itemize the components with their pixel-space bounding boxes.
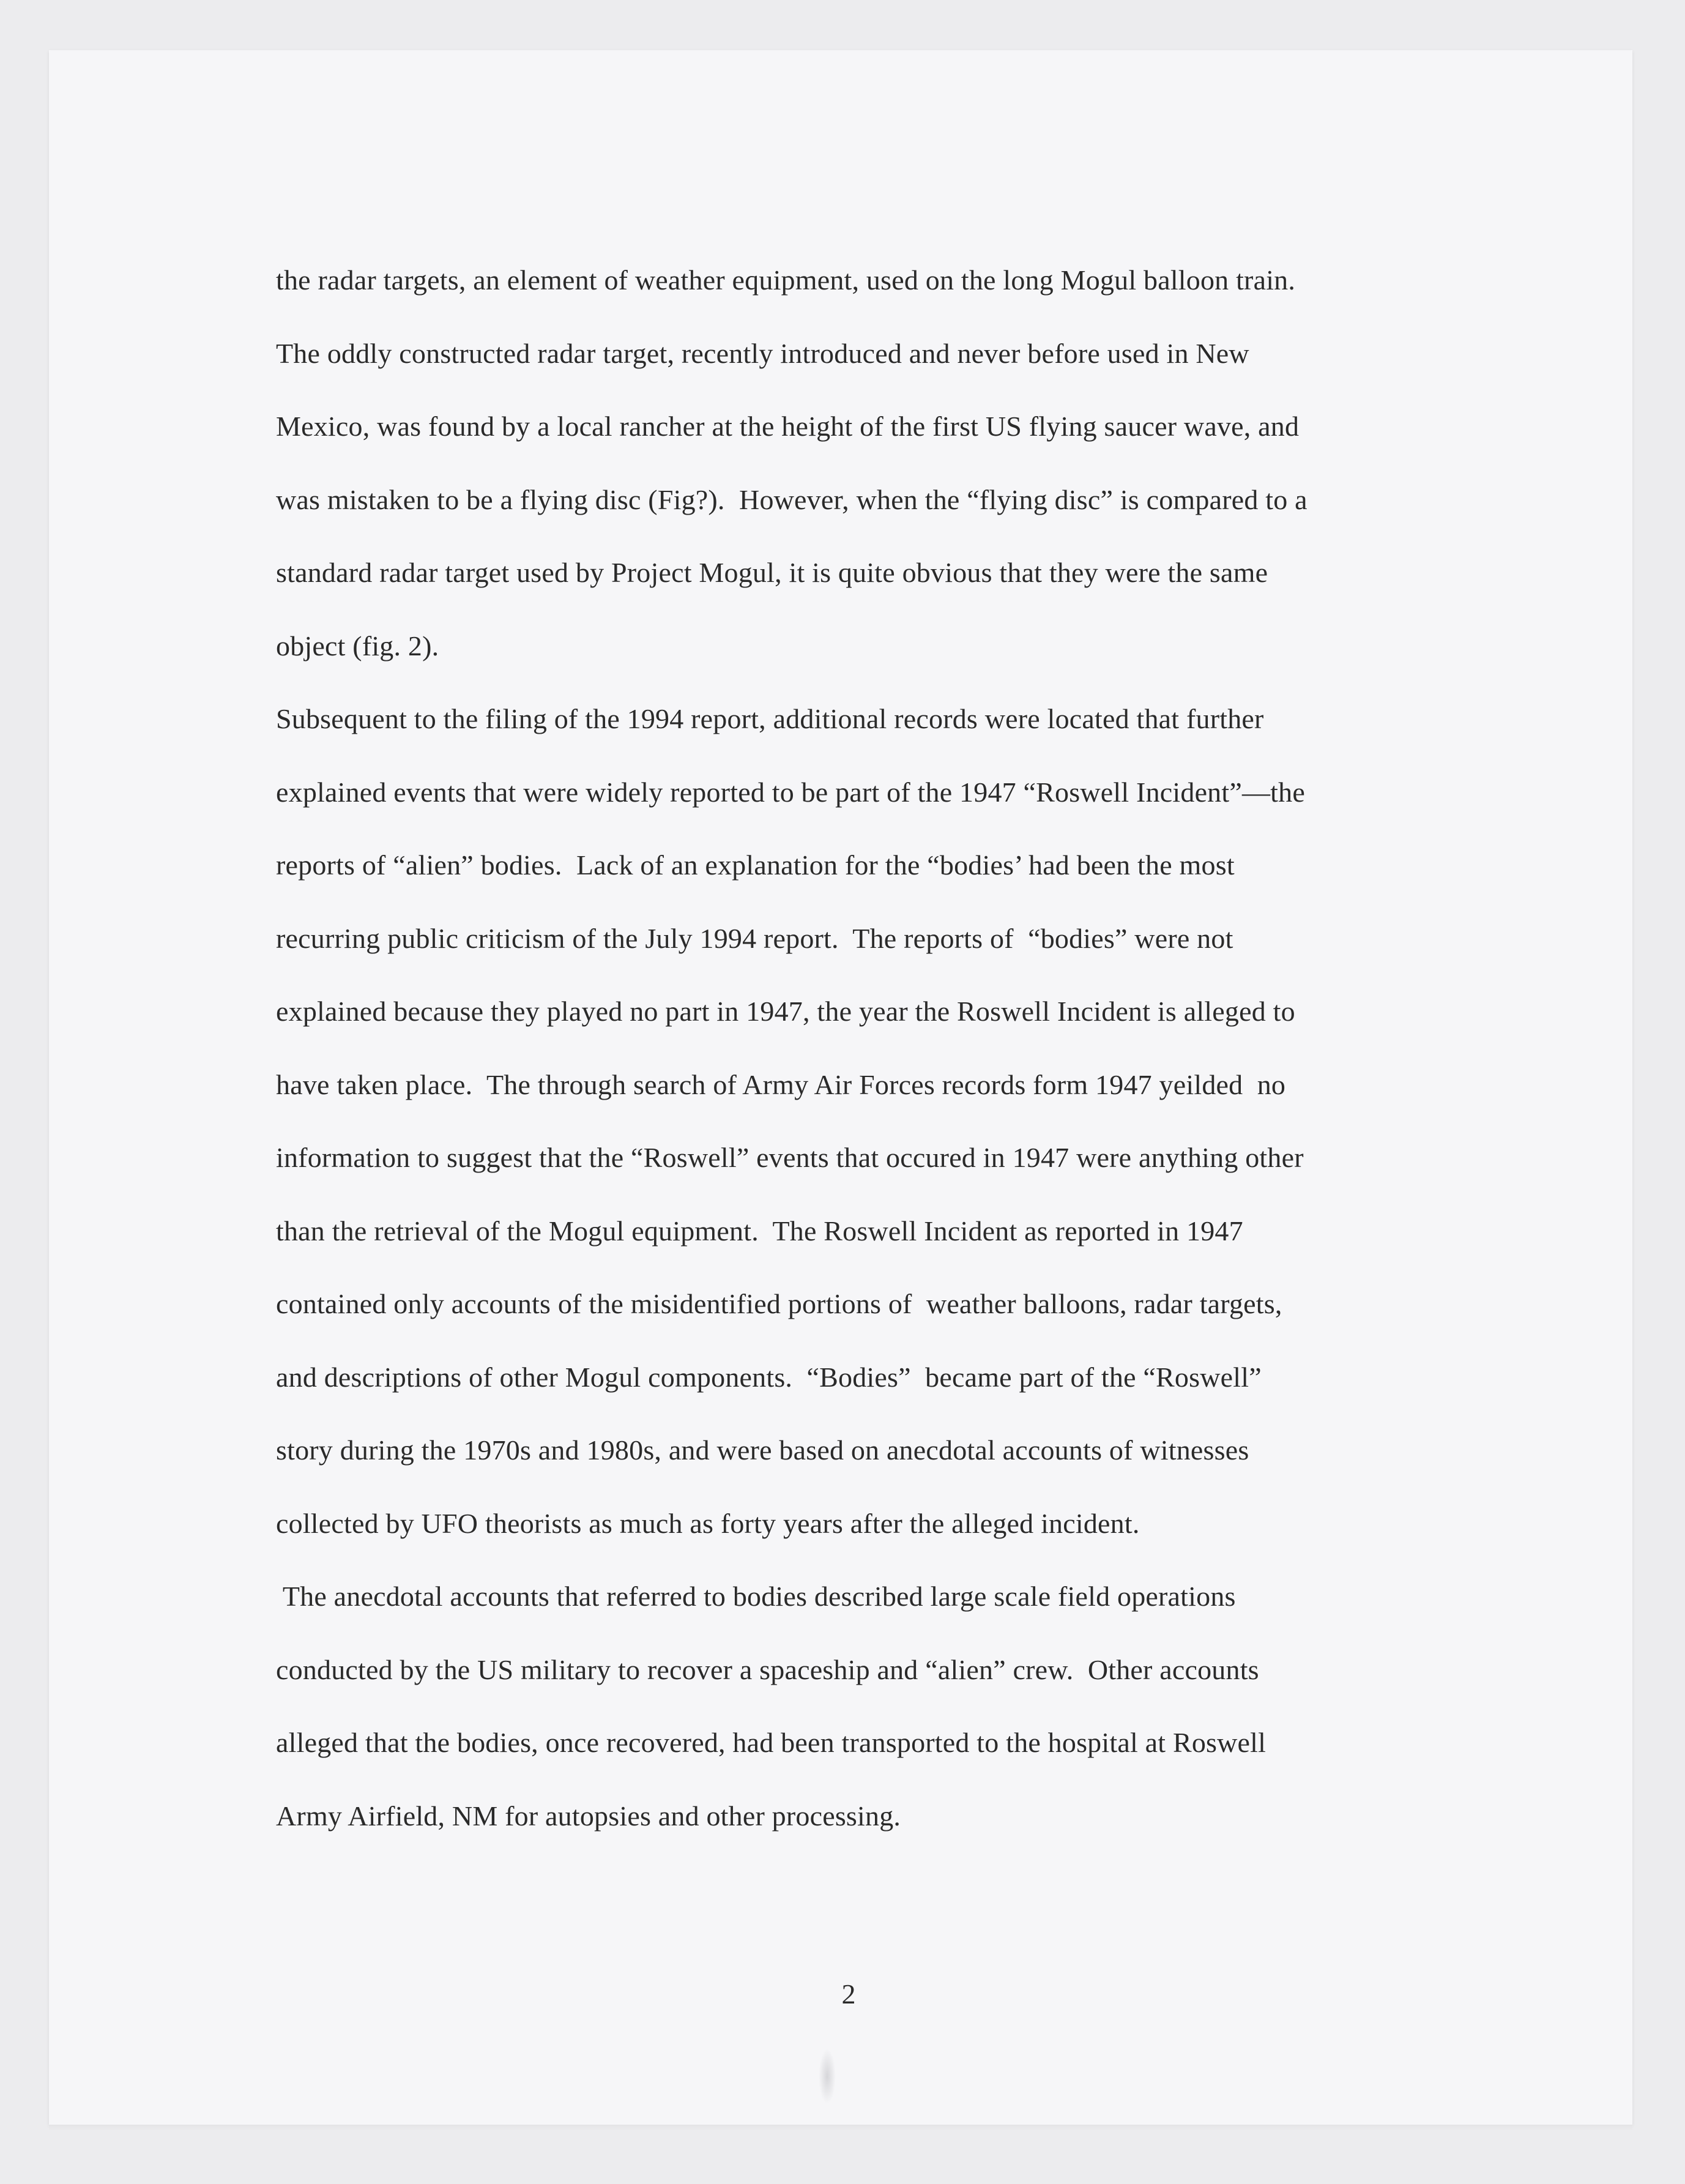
text-line: explained events that were widely reported to be part of the 1947 “Roswell Incident”—the [276, 776, 1305, 808]
text-line: and descriptions of other Mogul components. “Bodies” became part of the “Roswell” [276, 1361, 1262, 1393]
text-line: standard radar target used by Project Mogul, it is quite obvious that they were the same [276, 557, 1268, 588]
text-line: Subsequent to the filing of the 1994 report, additional records were located that further [276, 703, 1264, 734]
body-text [276, 244, 1469, 1852]
text-line: reports of “alien” bodies. Lack of an explanation for the “bodies’ had been the most [276, 849, 1235, 881]
text-line: the radar targets, an element of weather equipment, used on the long Mogul balloon train. [276, 264, 1296, 296]
page-number: 2 [841, 1978, 856, 2010]
text-line: recurring public criticism of the July 1994 report. The reports of “bodies” were not [276, 922, 1233, 954]
text-line: was mistaken to be a flying disc (Fig?). However, when the “flying disc” is compared to a [276, 483, 1307, 515]
text-line: conducted by the US military to recover a spaceship and “alien” crew. Other accounts [276, 1653, 1259, 1685]
text-line: Mexico, was found by a local rancher at the height of the first US flying saucer wave, and [276, 411, 1300, 442]
paper-edge [49, 2125, 1632, 2131]
text-line: Army Airfield, NM for autopsies and other processing. [276, 1800, 901, 1832]
text-line: explained because they played no part in 1947, the year the Roswell Incident is alleged to [276, 996, 1295, 1027]
text-line: object (fig. 2). [276, 630, 439, 662]
text-line: information to suggest that the “Roswell” events that occured in 1947 were anything other [276, 1142, 1304, 1173]
text-line: than the retrieval of the Mogul equipment. The Roswell Incident as reported in 1947 [276, 1215, 1243, 1247]
text-line: alleged that the bodies, once recovered, had been transported to the hospital at Roswell [276, 1727, 1267, 1758]
scan-smudge [819, 2049, 836, 2104]
text-line: story during the 1970s and 1980s, and were based on anecdotal accounts of witnesses [276, 1434, 1249, 1466]
text-line: contained only accounts of the misidentified portions of weather balloons, radar targets, [276, 1288, 1282, 1319]
text-line: The oddly constructed radar target, recently introduced and never before used in New [276, 337, 1249, 369]
text-line: collected by UFO theorists as much as forty years after the alleged incident. [276, 1507, 1140, 1539]
text-line: have taken place. The through search of Army Air Forces records form 1947 yeilded no [276, 1068, 1286, 1100]
text-line: The anecdotal accounts that referred to bodies described large scale field operations [276, 1581, 1236, 1612]
